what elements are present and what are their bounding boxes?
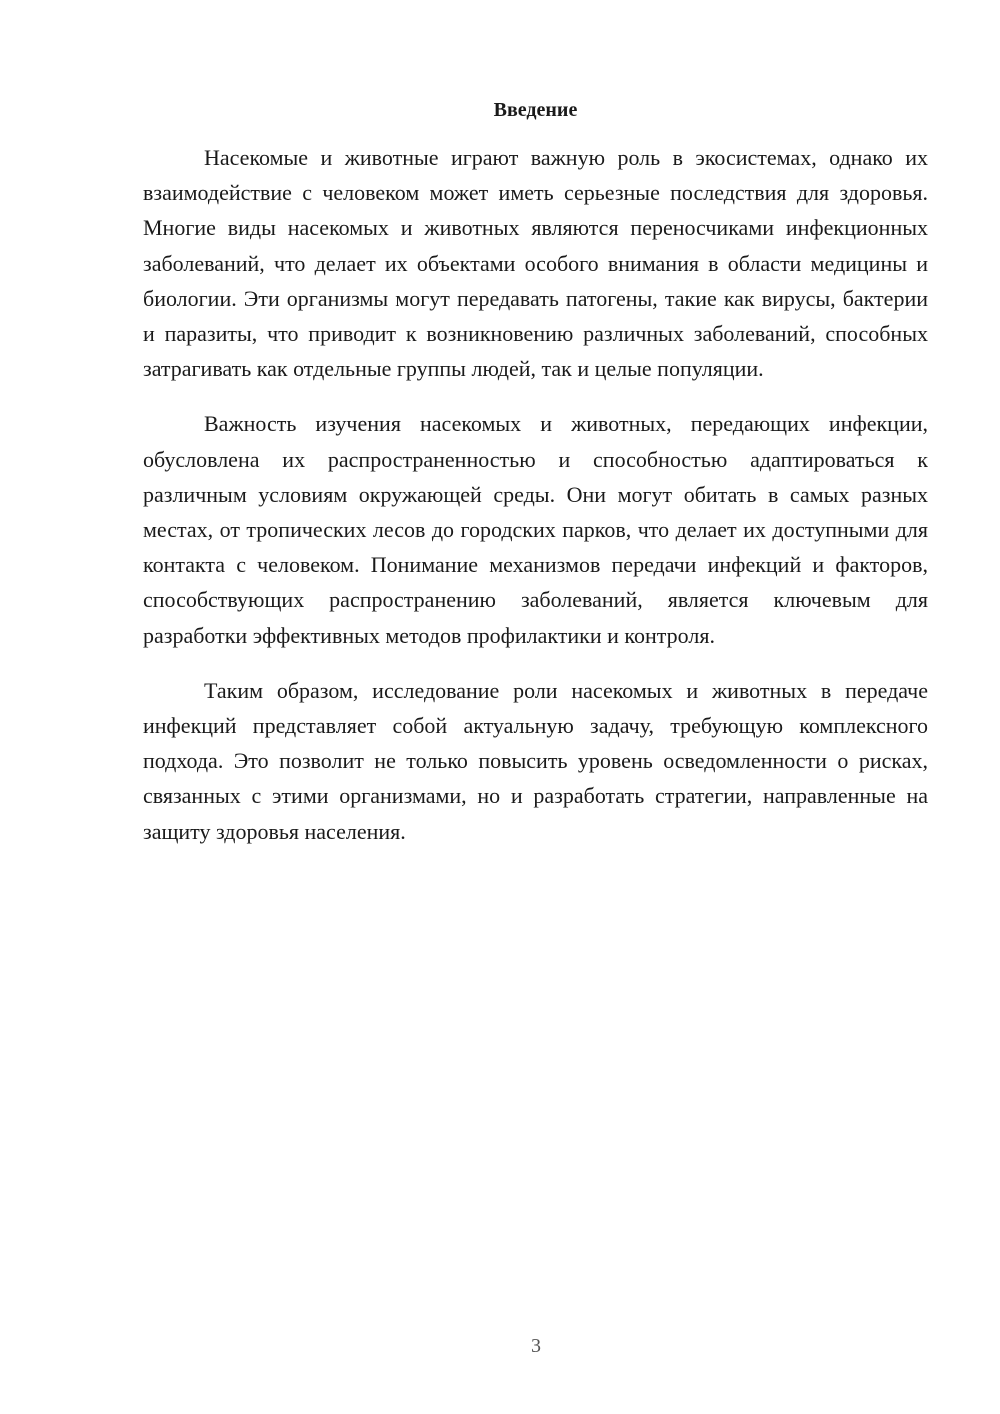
paragraph-1: Насекомые и животные играют важную роль в экосистемах, однако их взаимодействие с человеком может иметь серьезные последствия для здоровья. Многие виды насекомых и животных являются переносчиками инфекционных заболеваний, что делает их объектами особого внимания в области медицины и биологии. Эти организмы могут передавать патогены, такие как вирусы, бактерии и паразиты, что приводит к возникновению различных заболеваний, способных затрагивать как отдельные группы людей, так и целые популяции. [143, 145, 928, 382]
paragraph-3: Таким образом, исследование роли насекомых и животных в передаче инфекций представляет собой актуальную задачу, требующую комплексного подхода. Это позволит не только повысить уровень осведомленности о рисках, связанных с этими организмами, но и разработать стратегии, направленные на защиту здоровья населения. [143, 677, 928, 844]
section-heading: Введение [493, 99, 578, 121]
page-content [143, 96, 928, 869]
paragraph-2: Важность изучения насекомых и животных, передающих инфекции, обусловлена их распространенностью и способностью адаптироваться к различным условиям окружающей среды. Они могут обитать в самых разных местах, от тропических лесов до городских парков, что делает их доступными для контакта с человеком. Понимание механизмов передачи инфекций и факторов, способствующих распространению заболеваний, является ключевым для разработки эффективных методов профилактики и контроля. [143, 411, 928, 648]
page-number: 3 [531, 1335, 541, 1357]
